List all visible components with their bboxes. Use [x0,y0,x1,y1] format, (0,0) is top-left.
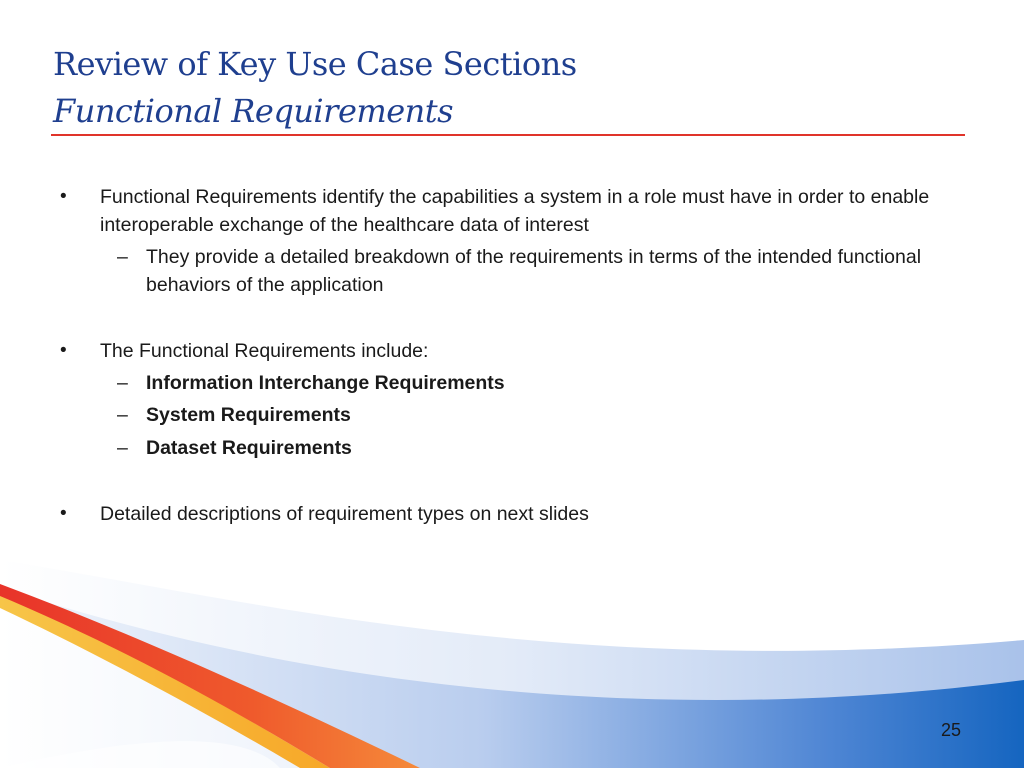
bullet-text: Detailed descriptions of requirement types on next slides [100,503,589,525]
slide-subtitle: Functional Requirements [53,92,454,130]
bullet-marker: • [60,503,67,524]
sub-bullet-marker: – [117,372,128,394]
sub-bullet-text: Dataset Requirements [146,437,352,459]
sub-bullet-text: System Requirements [146,404,351,426]
page-number: 25 [940,720,962,740]
slide-title: Review of Key Use Case Sections [53,45,577,83]
sub-bullet-marker: – [117,246,128,268]
bullet-text: The Functional Requirements include: [100,340,429,362]
bullet-text: Functional Requirements identify the capabilities a system in a role must have in order to enable interoperable exchange of the healthcare data of interest [100,186,930,236]
sub-bullet-text: They provide a detailed breakdown of the requirements in terms of the intended functional behaviors of the application [146,246,922,296]
sub-bullet-text: Information Interchange Requirements [146,372,505,394]
sub-bullet-marker: – [117,437,128,459]
bullet-marker: • [60,186,67,207]
sub-bullet-marker: – [117,404,128,426]
bullet-marker: • [60,340,67,361]
